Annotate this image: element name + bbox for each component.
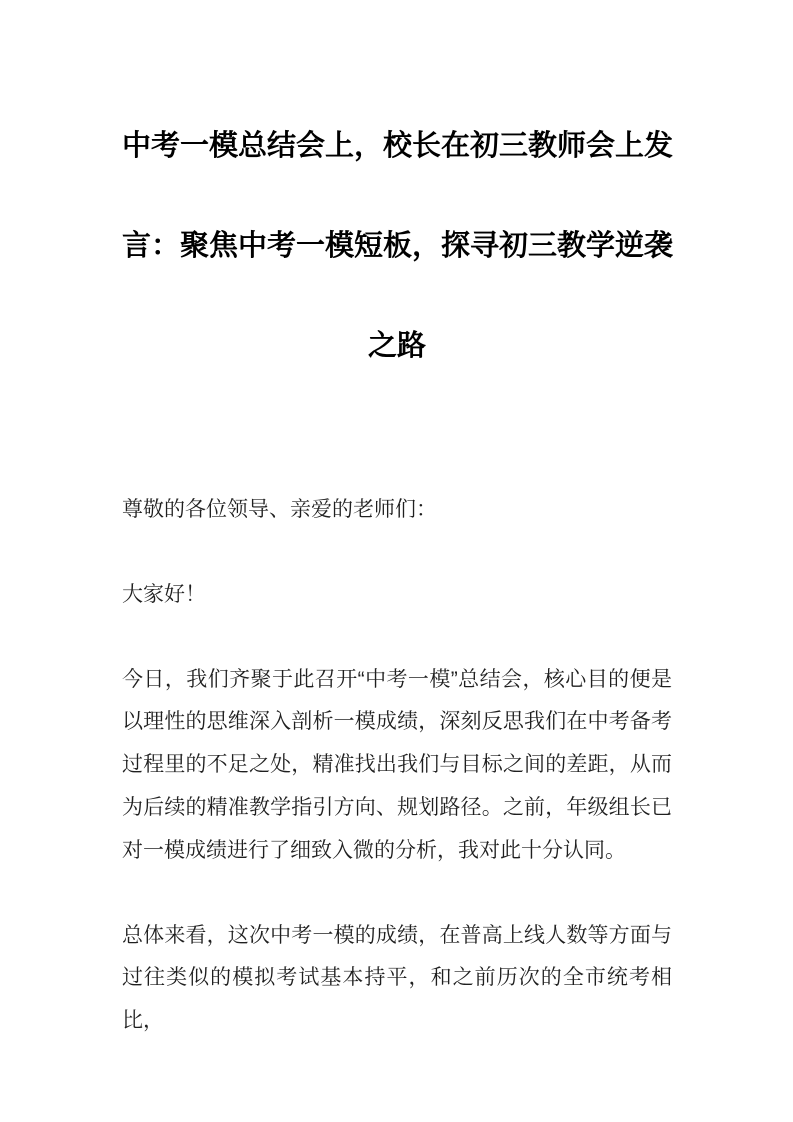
body-paragraph-salutation: 尊敬的各位领导、亲爱的老师们： — [122, 498, 437, 521]
title-line-1: 中考一模总结会上，校长在初三教师会上发 — [122, 130, 674, 162]
body-paragraph-purpose: 今日，我们齐聚于此召开“中考一模”总结会，核心目的便是以理性的思维深入剖析一模成绩，深刻反思我们在中考备考过程里的不足之处，精准找出我们与目标之间的差距，从而为后续的精准教学指引方向、规划路径。之前，年级组长已对一模成绩进行了细致入微的分析，我对此十分认同。 — [122, 667, 672, 862]
body-paragraph-greeting: 大家好！ — [122, 582, 206, 606]
document-body — [122, 489, 672, 1043]
title-line-3: 之路 — [367, 330, 426, 362]
document-title — [122, 96, 672, 396]
title-line-2: 言：聚焦中考一模短板，探寻初三教学逆袭 — [122, 230, 674, 262]
body-paragraph-overview: 总体来看，这次中考一模的成绩，在普高上线人数等方面与过往类似的模拟考试基本持平，和之前历次的全市统考相比， — [122, 923, 672, 1033]
